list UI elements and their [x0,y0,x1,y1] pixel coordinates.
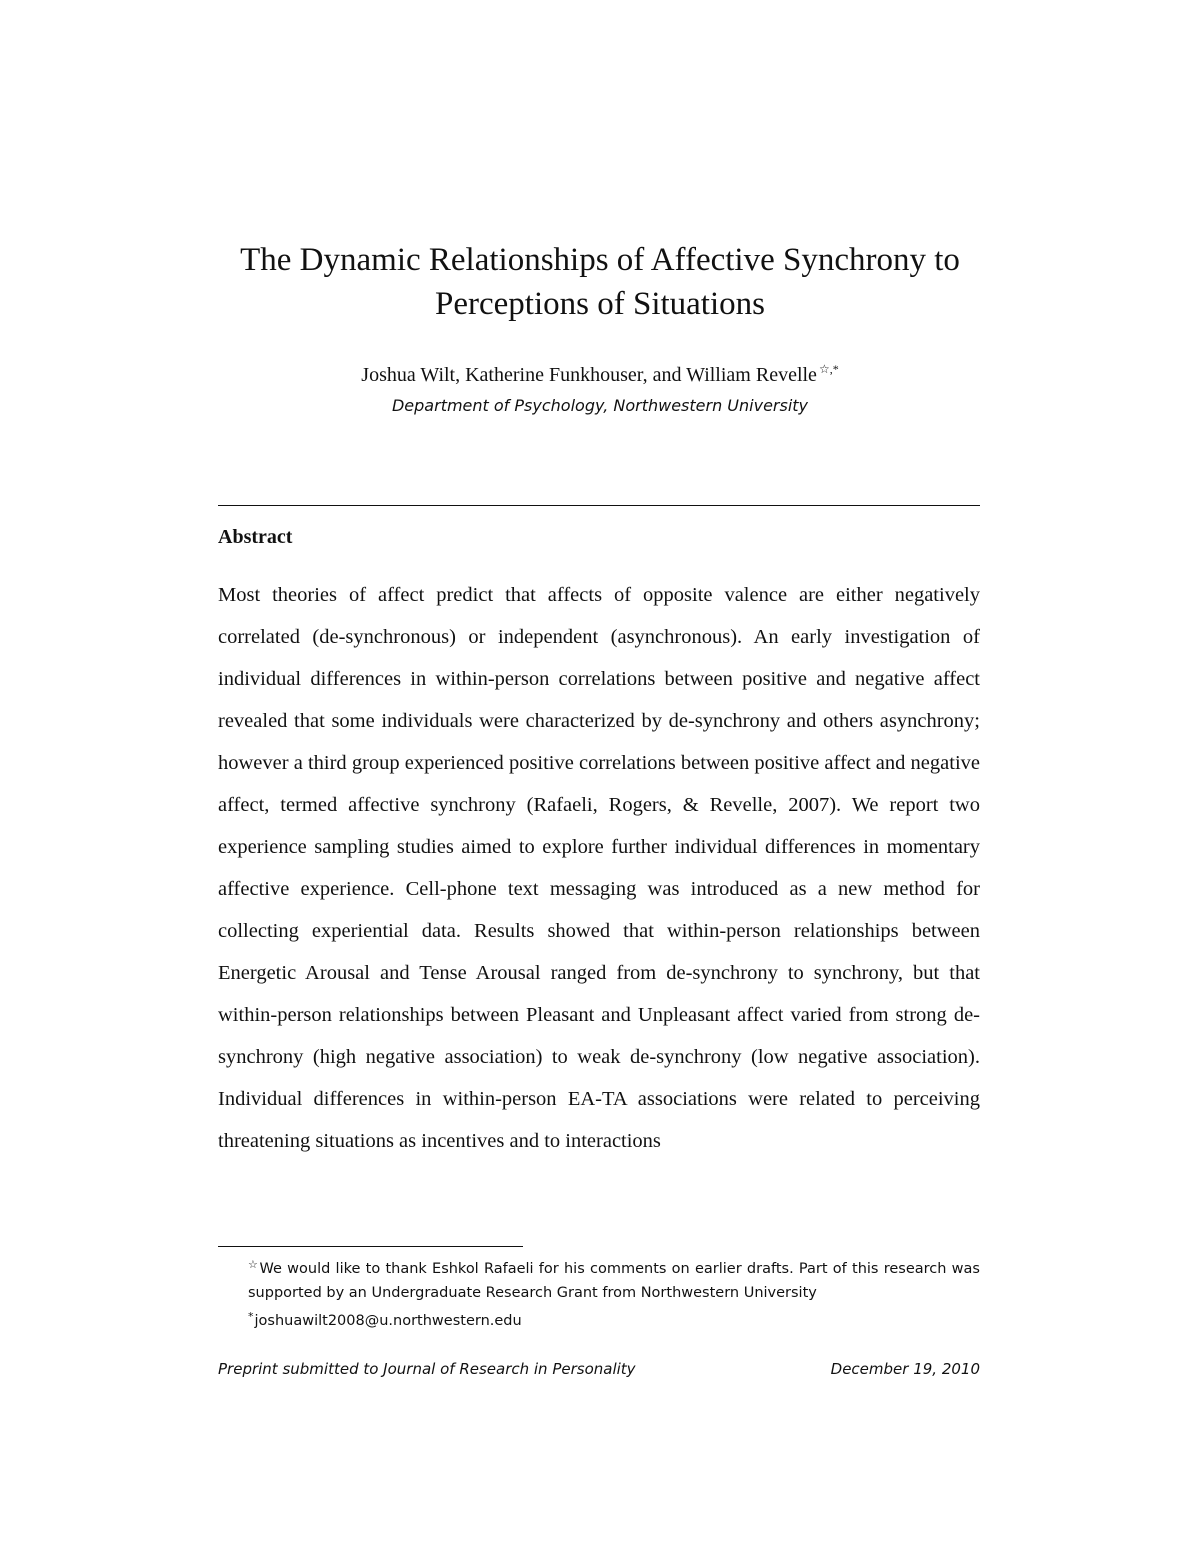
author-email-link[interactable]: joshuawilt2008@u.northwestern.edu [254,1313,522,1329]
title-line-1: The Dynamic Relationships of Affective Synchrony to [240,242,960,278]
footer-date: December 19, 2010 [830,1360,980,1378]
footnote-acknowledgement [218,1253,980,1305]
footnote-divider [218,1246,523,1247]
footnote-mark-asterisk: * [248,1310,254,1323]
paper-title [150,238,1050,326]
footnotes [218,1253,980,1333]
footer-journal: Preprint submitted to Journal of Research in Personality [218,1360,636,1378]
abstract-heading: Abstract [218,526,293,548]
abstract-text: Most theories of affect predict that affects of opposite valence are either negatively correlated (de-synchronous) or independent (asynchronous). An early investigation of individual differences in within-person correlations between positive and negative affect revealed that some individuals were characterized by de-synchrony and others asynchrony; however a third group experienced positive correlations between positive affect and negative affect, termed affective synchrony (Rafaeli, Rogers, & Revelle, 2007). We report two experience sampling studies aimed to explore further individual differences in momentary affective experience. Cell-phone text messaging was introduced as a new method for collecting experiential data. Results showed that within-person relationships between Energetic Arousal and Tense Arousal ranged from de-synchrony to synchrony, but that within-person relationships between Pleasant and Unpleasant affect varied from strong de-synchrony (high negative association) to weak de-synchrony (low negative association). Individual differences in within-person EA-TA associations were related to perceiving threatening situations as incentives and to interactions [218,584,980,1152]
footnote-mark-star: ☆ [248,1258,259,1271]
author-footnote-marks[interactable]: ☆,* [818,362,839,376]
footnote-acknowledgement-text: We would like to thank Eshkol Rafaeli for his comments on earlier drafts. Part of this research was supported by an Undergraduate Research Grant from Northwestern University [248,1261,980,1301]
page-footer [218,1360,980,1378]
author-names: Joshua Wilt, Katherine Funkhouser, and William Revelle [361,364,817,386]
author-list [150,356,1050,388]
affiliation: Department of Psychology, Northwestern University [391,396,809,415]
header-divider [218,505,980,506]
footnote-email [218,1305,980,1333]
title-line-2: Perceptions of Situations [435,286,765,322]
